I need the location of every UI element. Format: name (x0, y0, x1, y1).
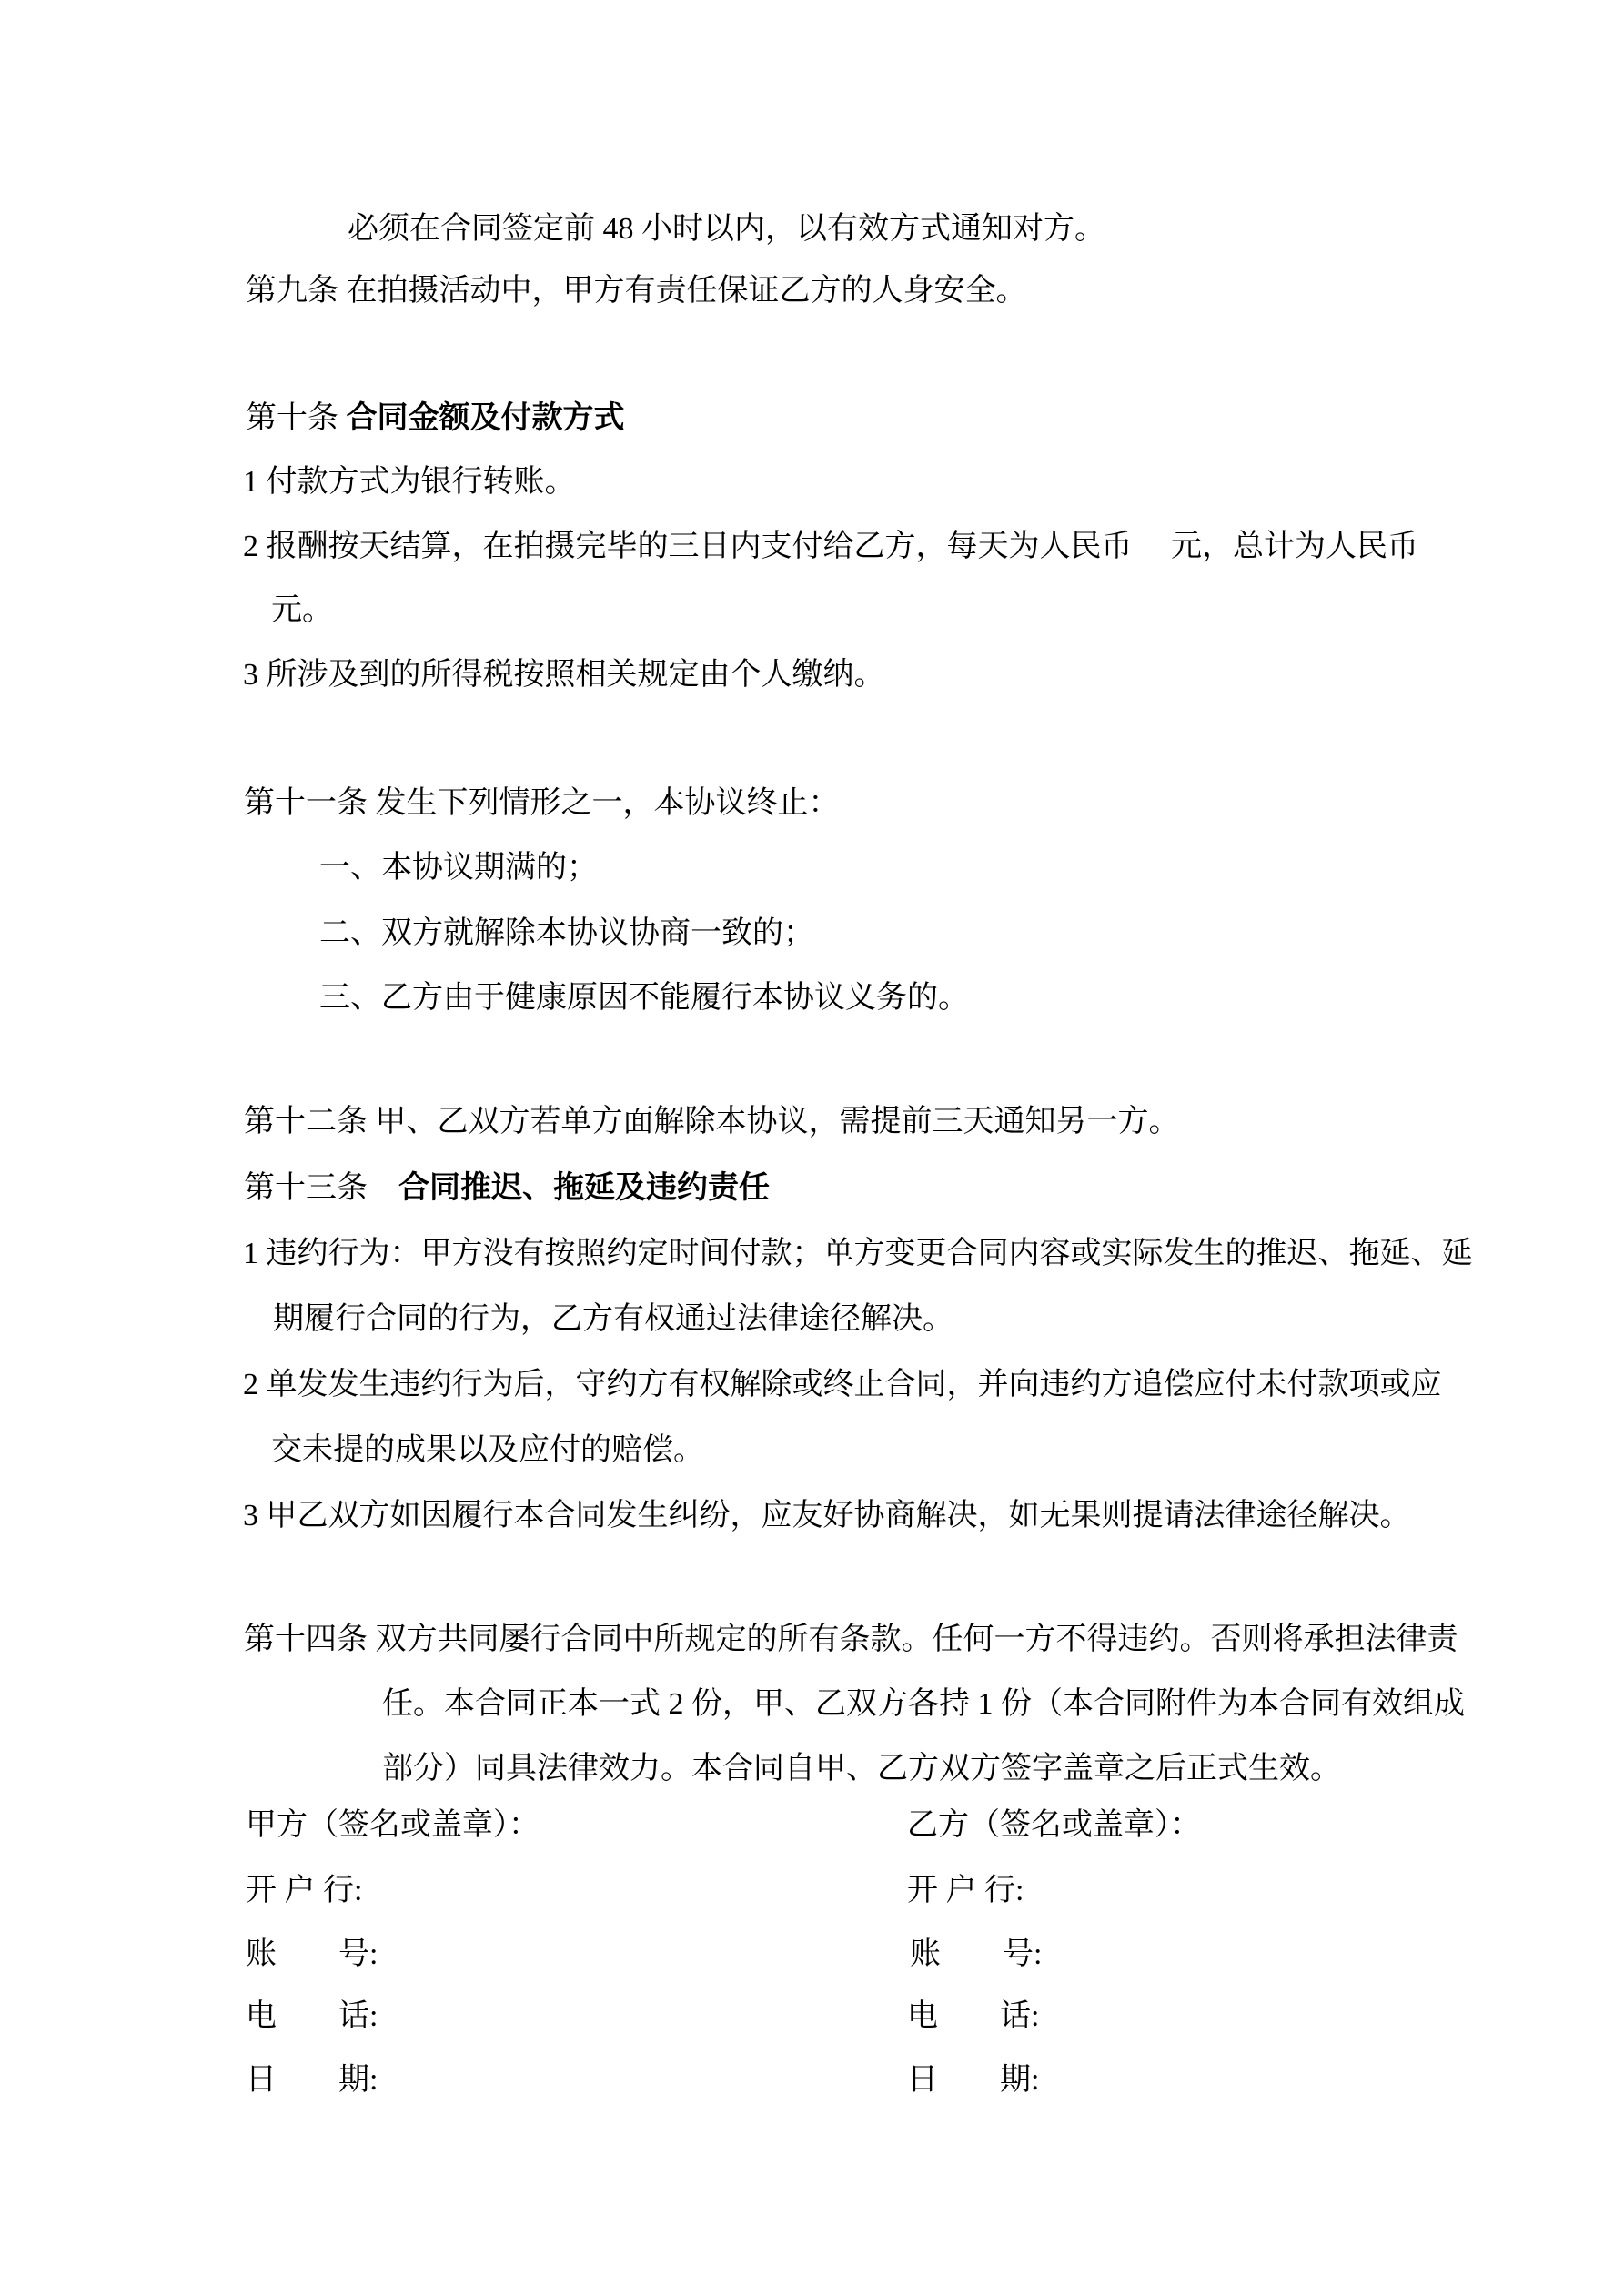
line-clause-14-cont2: 部分）同具法律效力。本合同自甲、乙方双方签字盖章之后正式生效。 (382, 1752, 1341, 1785)
line-breach-1-cont: 期履行合同的行为，乙方有权通过法律途径解决。 (273, 1302, 953, 1336)
clause-13-number: 第十三条 (244, 1171, 398, 1205)
clause-13-title: 合同推迟、拖延及违约责任 (398, 1171, 770, 1205)
party-a-phone-label: 电 话: (246, 1999, 378, 2033)
party-b-account-label: 账 号: (910, 1937, 1043, 1971)
party-a-date-label: 日 期: (246, 2063, 378, 2097)
line-termination-3: 三、乙方由于健康原因不能履行本协议义务的。 (319, 981, 969, 1015)
line-payment-method: 1 付款方式为银行转账。 (243, 465, 576, 499)
line-clause-9: 第九条 在拍摄活动中，甲方有责任保证乙方的人身安全。 (246, 274, 1027, 308)
party-a-bank-label: 开 户 行: (246, 1874, 363, 1907)
party-b-signature-label: 乙方（签名或盖章）： (907, 1808, 1201, 1842)
line-clause-14: 第十四条 双方共同屡行合同中所规定的所有条款。任何一方不得违约。否则将承担法律责 (244, 1623, 1458, 1656)
clause-10-number: 第十条 (246, 401, 347, 435)
line-clause-11: 第十一条 发生下列情形之一，本协议终止： (244, 786, 840, 820)
party-b-bank-label: 开 户 行: (907, 1874, 1024, 1907)
heading-clause-13 (244, 1170, 770, 1207)
line-clause-12: 第十二条 甲、乙双方若单方面解除本协议，需提前三天通知另一方。 (244, 1105, 1180, 1138)
line-termination-2: 二、双方就解除本协议协商一致的； (319, 916, 814, 950)
line-breach-2: 2 单发发生违约行为后，守约方有权解除或终止合同，并向违约方追偿应付未付款项或应 (243, 1368, 1442, 1401)
line-dispute: 3 甲乙双方如因履行本合同发生纠纷，应友好协商解决，如无果则提请法律途径解决。 (243, 1499, 1411, 1532)
line-breach-2-cont: 交未提的成果以及应付的赔偿。 (271, 1433, 704, 1467)
heading-clause-10 (246, 400, 625, 437)
line-termination-1: 一、本协议期满的； (319, 851, 598, 885)
line-tax: 3 所涉及到的所得税按照相关规定由个人缴纳。 (243, 658, 885, 692)
party-b-phone-label: 电 话: (907, 1999, 1040, 2033)
line-payment-terms: 2 报酬按天结算，在拍摄完毕的三日内支付给乙方，每天为人民币 元，总计为人民币 (243, 530, 1418, 563)
party-a-account-label: 账 号: (246, 1937, 378, 1971)
line-clause-14-cont1: 任。本合同正本一式 2 份，甲、乙双方各持 1 份（本合同附件为本合同有效组成 (382, 1687, 1465, 1721)
party-b-date-label: 日 期: (907, 2063, 1040, 2097)
clause-10-title: 合同金额及付款方式 (346, 401, 625, 435)
line-payment-terms-cont: 元。 (271, 593, 333, 627)
line-breach-1: 1 违约行为：甲方没有按照约定时间付款；单方变更合同内容或实际发生的推迟、拖延、延 (243, 1237, 1473, 1270)
party-a-signature-label: 甲方（签名或盖章）： (246, 1808, 540, 1842)
line-notice-48h: 必须在合同签定前 48 小时以内，以有效方式通知对方。 (348, 212, 1105, 246)
